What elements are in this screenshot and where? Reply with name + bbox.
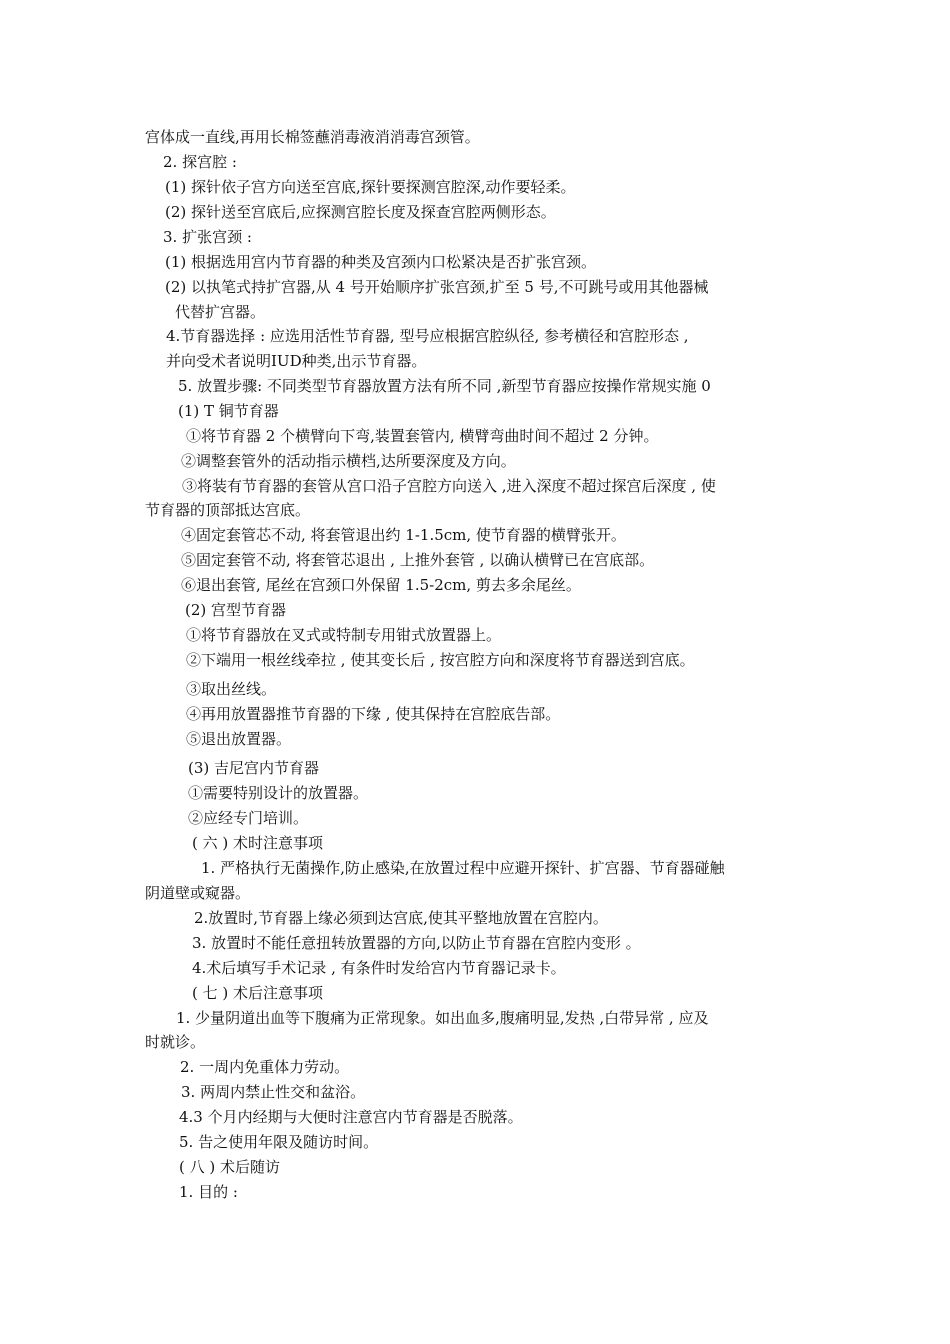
text-line: 时就诊。 (145, 1033, 206, 1051)
text-line: 5. 告之使用年限及随访时间。 (179, 1133, 379, 1151)
text-line: 3. 扩张宫颈 : (163, 228, 252, 246)
section-heading: ( 七 ) 术后注意事项 (192, 984, 324, 1002)
text-line: 4.3 个月内经期与大便时注意宫内节育器是否脱落。 (179, 1108, 523, 1126)
text-line: ①需要特别设计的放置器。 (188, 784, 369, 802)
text-line: (2) 探针送至宫底后,应探测宫腔长度及探查宫腔两侧形态。 (165, 203, 556, 221)
text-line: ①将节育器 2 个横臂向下弯,装置套管内, 横臂弯曲时间不超过 2 分钟。 (186, 427, 659, 445)
text-line: 1. 严格执行无菌操作,防止感染,在放置过程中应避开探针、扩宫器、节育器碰触 (201, 859, 725, 877)
text-line: 宫体成一直线,再用长棉签蘸消毒液消消毒宫颈管。 (145, 128, 480, 146)
text-line: ⑥退出套管, 尾丝在宫颈口外保留 1.5-2cm, 剪去多余尾丝。 (181, 576, 581, 594)
text-line: 2. 探宫腔 : (163, 153, 237, 171)
text-line: ②调整套管外的活动指示横档,达所要深度及方向。 (181, 452, 516, 470)
text-line: ③将装有节育器的套管从宫口沿子宫腔方向送入 ,进入深度不超过探宫后深度 , 使 (182, 477, 716, 495)
text-line: (1) 根据选用宫内节育器的种类及宫颈内口松紧决是否扩张宫颈。 (165, 253, 597, 271)
text-line: ④再用放置器推节育器的下缘 , 使其保持在宫腔底告部。 (186, 705, 561, 723)
text-line: ⑤固定套管不动, 将套管芯退出 , 上推外套管 , 以确认横臂已在宫底部。 (181, 551, 655, 569)
text-line: 1. 少量阴道出血等下腹痛为正常现象。如出血多,腹痛明显,发热 ,白带异常 , 应及 (176, 1009, 709, 1027)
text-line: 阴道壁或窥器。 (145, 884, 251, 902)
text-line: 3. 两周内禁止性交和盆浴。 (181, 1083, 366, 1101)
text-line: ①将节育器放在叉式或特制专用钳式放置器上。 (186, 626, 502, 644)
text-line: 并向受术者说明IUD种类,出示节育器。 (166, 352, 427, 370)
text-line: 4.术后填写手术记录 , 有条件时发给宫内节育器记录卡。 (192, 959, 566, 977)
text-line: 4.节育器选择 : 应选用活性节育器, 型号应根据宫腔纵径, 参考横径和宫腔形态 , (166, 327, 689, 345)
section-heading: ( 八 ) 术后随访 (179, 1158, 281, 1176)
text-line: ②应经专门培训。 (188, 809, 309, 827)
text-line: 2.放置时,节育器上缘必须到达宫底,使其平整地放置在宫腔内。 (194, 909, 608, 927)
text-line: 节育器的顶部抵达宫底。 (145, 501, 311, 519)
text-line: 2. 一周内免重体力劳动。 (180, 1058, 350, 1076)
text-line: (2) 以执笔式持扩宫器,从 4 号开始顺序扩张宫颈,扩至 5 号,不可跳号或用其他器械 (165, 278, 709, 296)
text-line: (3) 吉尼宫内节育器 (188, 759, 320, 777)
text-line: ③取出丝线。 (186, 680, 277, 698)
text-line: (1) 探针依子宫方向送至宫底,探针要探测宫腔深,动作要轻柔。 (165, 178, 576, 196)
text-line: (1) T 铜节育器 (178, 402, 279, 420)
text-line: (2) 宫型节育器 (185, 601, 287, 619)
text-line: 1. 目的 : (179, 1183, 238, 1201)
text-line: ②下端用一根丝线牵拉 , 使其变长后 , 按宫腔方向和深度将节育器送到宫底。 (186, 651, 695, 669)
text-line: ⑤退出放置器。 (186, 730, 292, 748)
text-line: ④固定套管芯不动, 将套管退出约 1-1.5cm, 使节育器的横臂张开。 (181, 526, 626, 544)
text-line: 3. 放置时不能任意扭转放置器的方向,以防止节育器在宫腔内变形 。 (192, 934, 641, 952)
text-line: 代替扩宫器。 (175, 303, 266, 321)
section-heading: ( 六 ) 术时注意事项 (192, 834, 324, 852)
text-line: 5. 放置步骤: 不同类型节育器放置方法有所不同 ,新型节育器应按操作常规实施 0 (178, 377, 711, 395)
